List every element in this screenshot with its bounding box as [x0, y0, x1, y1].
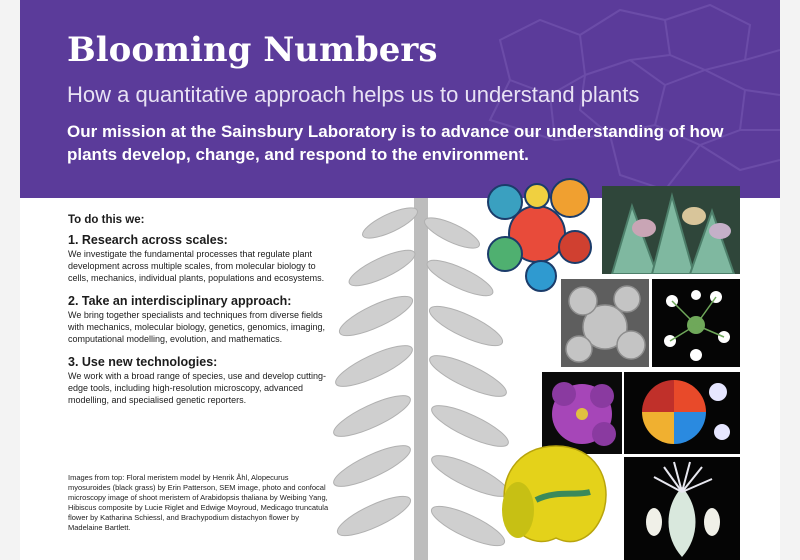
- intro-heading: To do this we:: [68, 214, 145, 226]
- medicago-flower-image: [496, 440, 614, 552]
- brachypodium-flower-image: [624, 457, 740, 560]
- section-heading: 3. Use new technologies:: [68, 355, 218, 369]
- image-caption: Images from top: Floral meristem model by Henrik Åhl, Alopecurus myosuroides (black grass) by Erin Patterson, SEM image, photo and confocal microscopy image of shoot meristem of Arabidopsis thaliana by Weibing Yang, Hibiscus composite by Lucie Riglet and Edwige Moyroud, Medicago truncatula flower by Katharina Schiessl, and Brachypodium distachyon flower by Madelaine Bartlett.: [68, 473, 329, 532]
- section-heading: 1. Research across scales:: [68, 233, 228, 247]
- section-body: We work with a broad range of species, use and develop cutting-edge tools, including high-resolution microscopy, advanced modelling, and specialised genetic reporters.: [68, 371, 326, 405]
- section-body: We bring together specialists and techniques from diverse fields with mechanics, molecular biology, genetics, genomics, imaging, computational modelling, evolution, and mathematics.: [68, 310, 325, 344]
- floral-meristem-model-image: [475, 172, 600, 297]
- content-column: [68, 214, 330, 416]
- mission-statement: Our mission at the Sainsbury Laboratory is to advance our understanding of how plants develop, change, and respond to the environment.: [67, 122, 724, 164]
- section-body: We investigate the fundamental processes that regulate plant development across multiple scales, from molecular biology to cells, mechanics, individual plants, populations and ecosystems.: [68, 249, 325, 283]
- page-subtitle: How a quantitative approach helps us to understand plants: [67, 82, 640, 107]
- poster: [20, 0, 780, 560]
- hibiscus-composite-image: [624, 372, 740, 454]
- arabidopsis-flower-photo: [652, 279, 740, 367]
- black-grass-sem-image: [602, 186, 740, 274]
- header-banner: [20, 0, 780, 198]
- section-heading: 2. Take an interdisciplinary approach:: [68, 294, 292, 308]
- page-title: Blooming Numbers: [67, 30, 438, 70]
